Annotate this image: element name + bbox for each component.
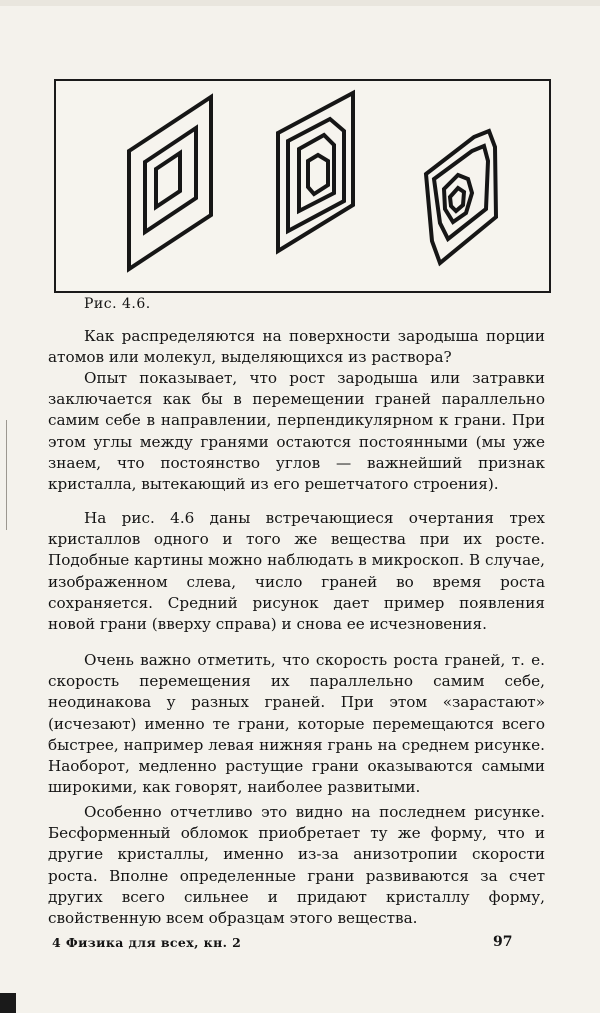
paragraph-figure-description bbox=[48, 508, 545, 635]
footer-signature: 4 Физика для всех, кн. 2 bbox=[52, 935, 242, 950]
crystal-left-outline-1 bbox=[129, 97, 211, 269]
paragraph-text: На рис. 4.6 даны встречающиеся очертания трех кристаллов одного и того же вещества при их росте. Подобные картины можно наблюдать в микроскоп. В случае, изображенном слева, число граней во время роста сохраняется. Средний рисунок дает пример появления новой грани (вверху справа) и снова ее исчезновения. bbox=[48, 509, 545, 634]
paragraph-text: Опыт показывает, что рост зародыша или затравки заключается как бы в перемещении граней параллельно самим себе в направлении, перпендикулярном к грани. При этом углы между гранями остаются постоянными (мы уже знаем, что постоянство углов — важнейший признак кристалла, вытекающий из его решетчатого строения). bbox=[48, 369, 545, 494]
crystal-right bbox=[426, 131, 496, 263]
crystal-growth-illustration bbox=[56, 81, 553, 295]
crystal-middle-outline-4 bbox=[308, 155, 328, 194]
paragraph-question bbox=[48, 326, 545, 368]
crystal-left-outline-2 bbox=[145, 128, 196, 232]
crystal-right-outline-4 bbox=[450, 188, 464, 211]
figure-frame bbox=[54, 79, 551, 293]
crystal-middle bbox=[278, 93, 353, 251]
paragraph-anisotropy bbox=[48, 802, 545, 929]
page-edge bbox=[0, 0, 600, 6]
figure-caption: Рис. 4.6. bbox=[84, 296, 151, 312]
paragraph-text: Очень важно отметить, что скорость роста граней, т. е. скорость перемещения их параллельно самим себе, неодинакова у разных граней. При этом «зарастают» (исчезают) именно те грани, которые перемещаются всего быстрее, например левая нижняя грань на среднем рисунке. Наоборот, медленно растущие грани оказываются самыми широкими, как говорят, наиболее развитыми. bbox=[48, 651, 545, 797]
margin-scan-line bbox=[6, 420, 7, 530]
paragraph-growth-experiment bbox=[48, 368, 545, 495]
paragraph-text: Особенно отчетливо это видно на последнем рисунке. Бесформенный обломок приобретает ту же форму, что и другие кристаллы, именно из-за анизотропии скорости роста. Вполне определенные грани развиваются за счет других всего сильнее и придают кристаллу форму, свойственную всем образцам этого вещества. bbox=[48, 803, 545, 928]
scan-corner-mark bbox=[0, 993, 16, 1013]
crystal-left-outline-3 bbox=[156, 153, 180, 207]
paragraph-growth-speed bbox=[48, 650, 545, 798]
paragraph-text: Как распределяются на поверхности зародыша порции атомов или молекул, выделяющихся из раствора? bbox=[48, 327, 545, 367]
crystal-left bbox=[129, 97, 211, 269]
page-number: 97 bbox=[493, 934, 513, 950]
